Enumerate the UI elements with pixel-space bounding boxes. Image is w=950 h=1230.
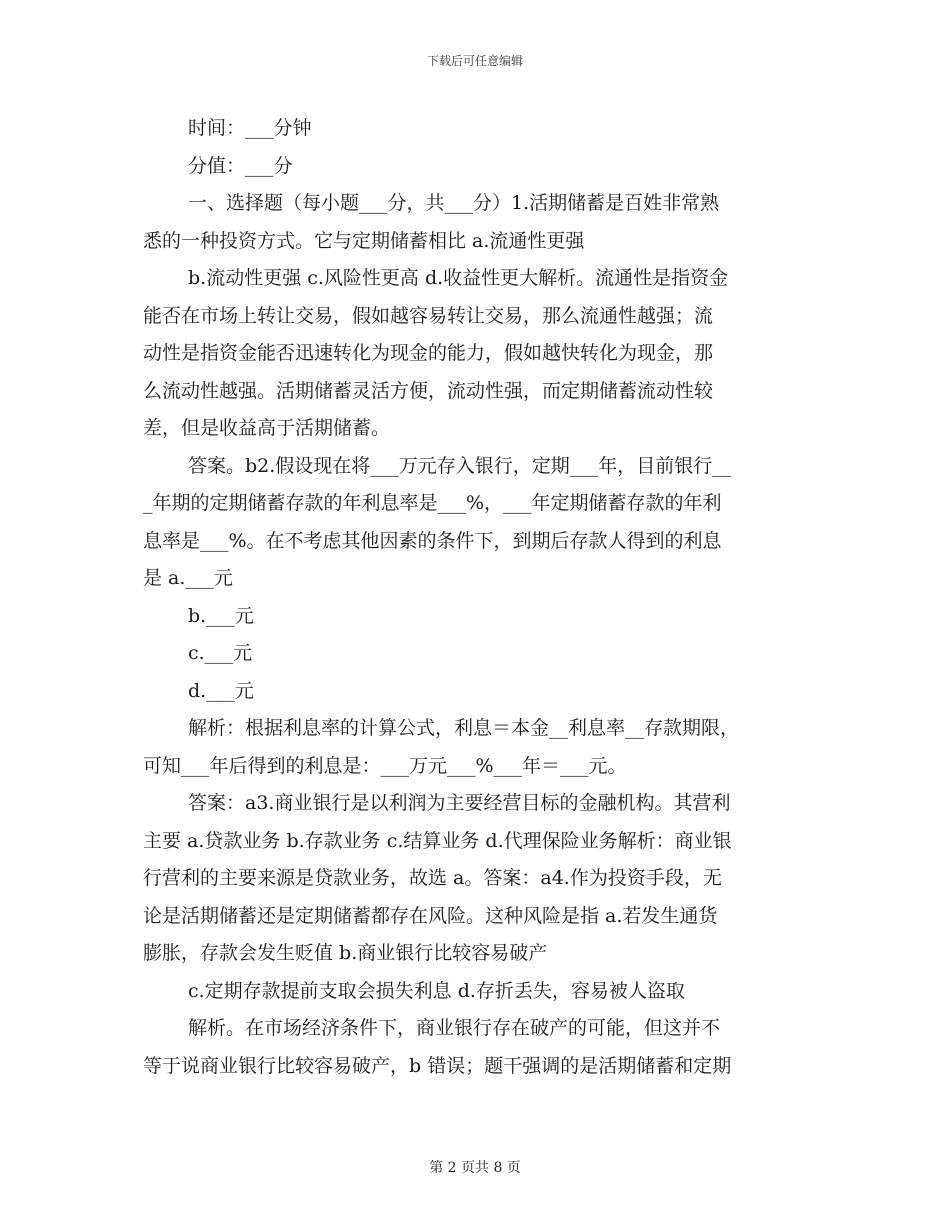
text-line: 息率是___%。在不考虑其他因素的条件下，到期后存款人得到的利息 <box>143 529 722 552</box>
text-line: 行营利的主要来源是贷款业务，故选 a。答案：a4.作为投资手段，无 <box>143 867 722 889</box>
text-line: 主要 a.贷款业务 b.存款业务 c.结算业务 d.代理保险业务解析：商业银 <box>143 829 732 852</box>
text-line: 解析。在市场经济条件下，商业银行存在破产的可能，但这并不 <box>188 1017 721 1039</box>
text-line: 差，但是收益高于活期储蓄。 <box>143 417 391 439</box>
text-line: b.流动性更强 c.风险性更高 d.收益性更大解析。流通性是指资金 <box>188 267 729 289</box>
text-line: 一、选择题（每小题___分，共___分）1.活期储蓄是百姓非常熟 <box>188 192 720 214</box>
text-line: d.___元 <box>188 679 254 702</box>
text-line: 悉的一种投资方式。它与定期储蓄相比 a.流通性更强 <box>143 229 585 252</box>
text-line: _年期的定期储蓄存款的年利息率是___%，___年定期储蓄存款的年利 <box>143 492 722 514</box>
text-line: 是 a.___元 <box>143 567 233 589</box>
text-line: 答案。b2.假设现在将___万元存入银行，定期___年，目前银行__ <box>188 454 732 477</box>
text-line: 么流动性越强。活期储蓄灵活方便，流动性强，而定期储蓄流动性较 <box>143 379 714 402</box>
text-line: 答案：a3.商业银行是以利润为主要经营目标的金融机构。其营利 <box>188 792 731 814</box>
text-line: 可知___年后得到的利息是：___万元___%___年＝___元。 <box>143 754 627 777</box>
text-line: 论是活期储蓄还是定期储蓄都存在风险。这种风险是指 a.若发生通货 <box>143 904 718 927</box>
text-line: 等于说商业银行比较容易破产，b 错误；题干强调的是活期储蓄和定期 <box>143 1054 732 1077</box>
text-line: b.___元 <box>188 604 254 627</box>
page-footer: 第 2 页共 8 页 <box>429 1160 521 1176</box>
text-line: 动性是指资金能否迅速转化为现金的能力，假如越快转化为现金，那 <box>143 342 714 364</box>
text-line: c.___元 <box>188 642 253 664</box>
text-line: 能否在市场上转让交易，假如越容易转让交易，那么流通性越强；流 <box>143 304 714 327</box>
text-line: 解析：根据利息率的计算公式，利息＝本金__利息率__存款期限， <box>188 717 740 739</box>
text-line: 膨胀，存款会发生贬值 b.商业银行比较容易破产 <box>143 942 548 964</box>
text-line: c.定期存款提前支取会损失利息 d.存折丢失，容易被人盗取 <box>188 979 685 1002</box>
text-line: 分值：___分 <box>188 154 293 177</box>
document-body <box>143 110 808 1085</box>
text-line: 时间：___分钟 <box>188 117 312 139</box>
page-header: 下载后可任意编辑 <box>426 54 523 68</box>
